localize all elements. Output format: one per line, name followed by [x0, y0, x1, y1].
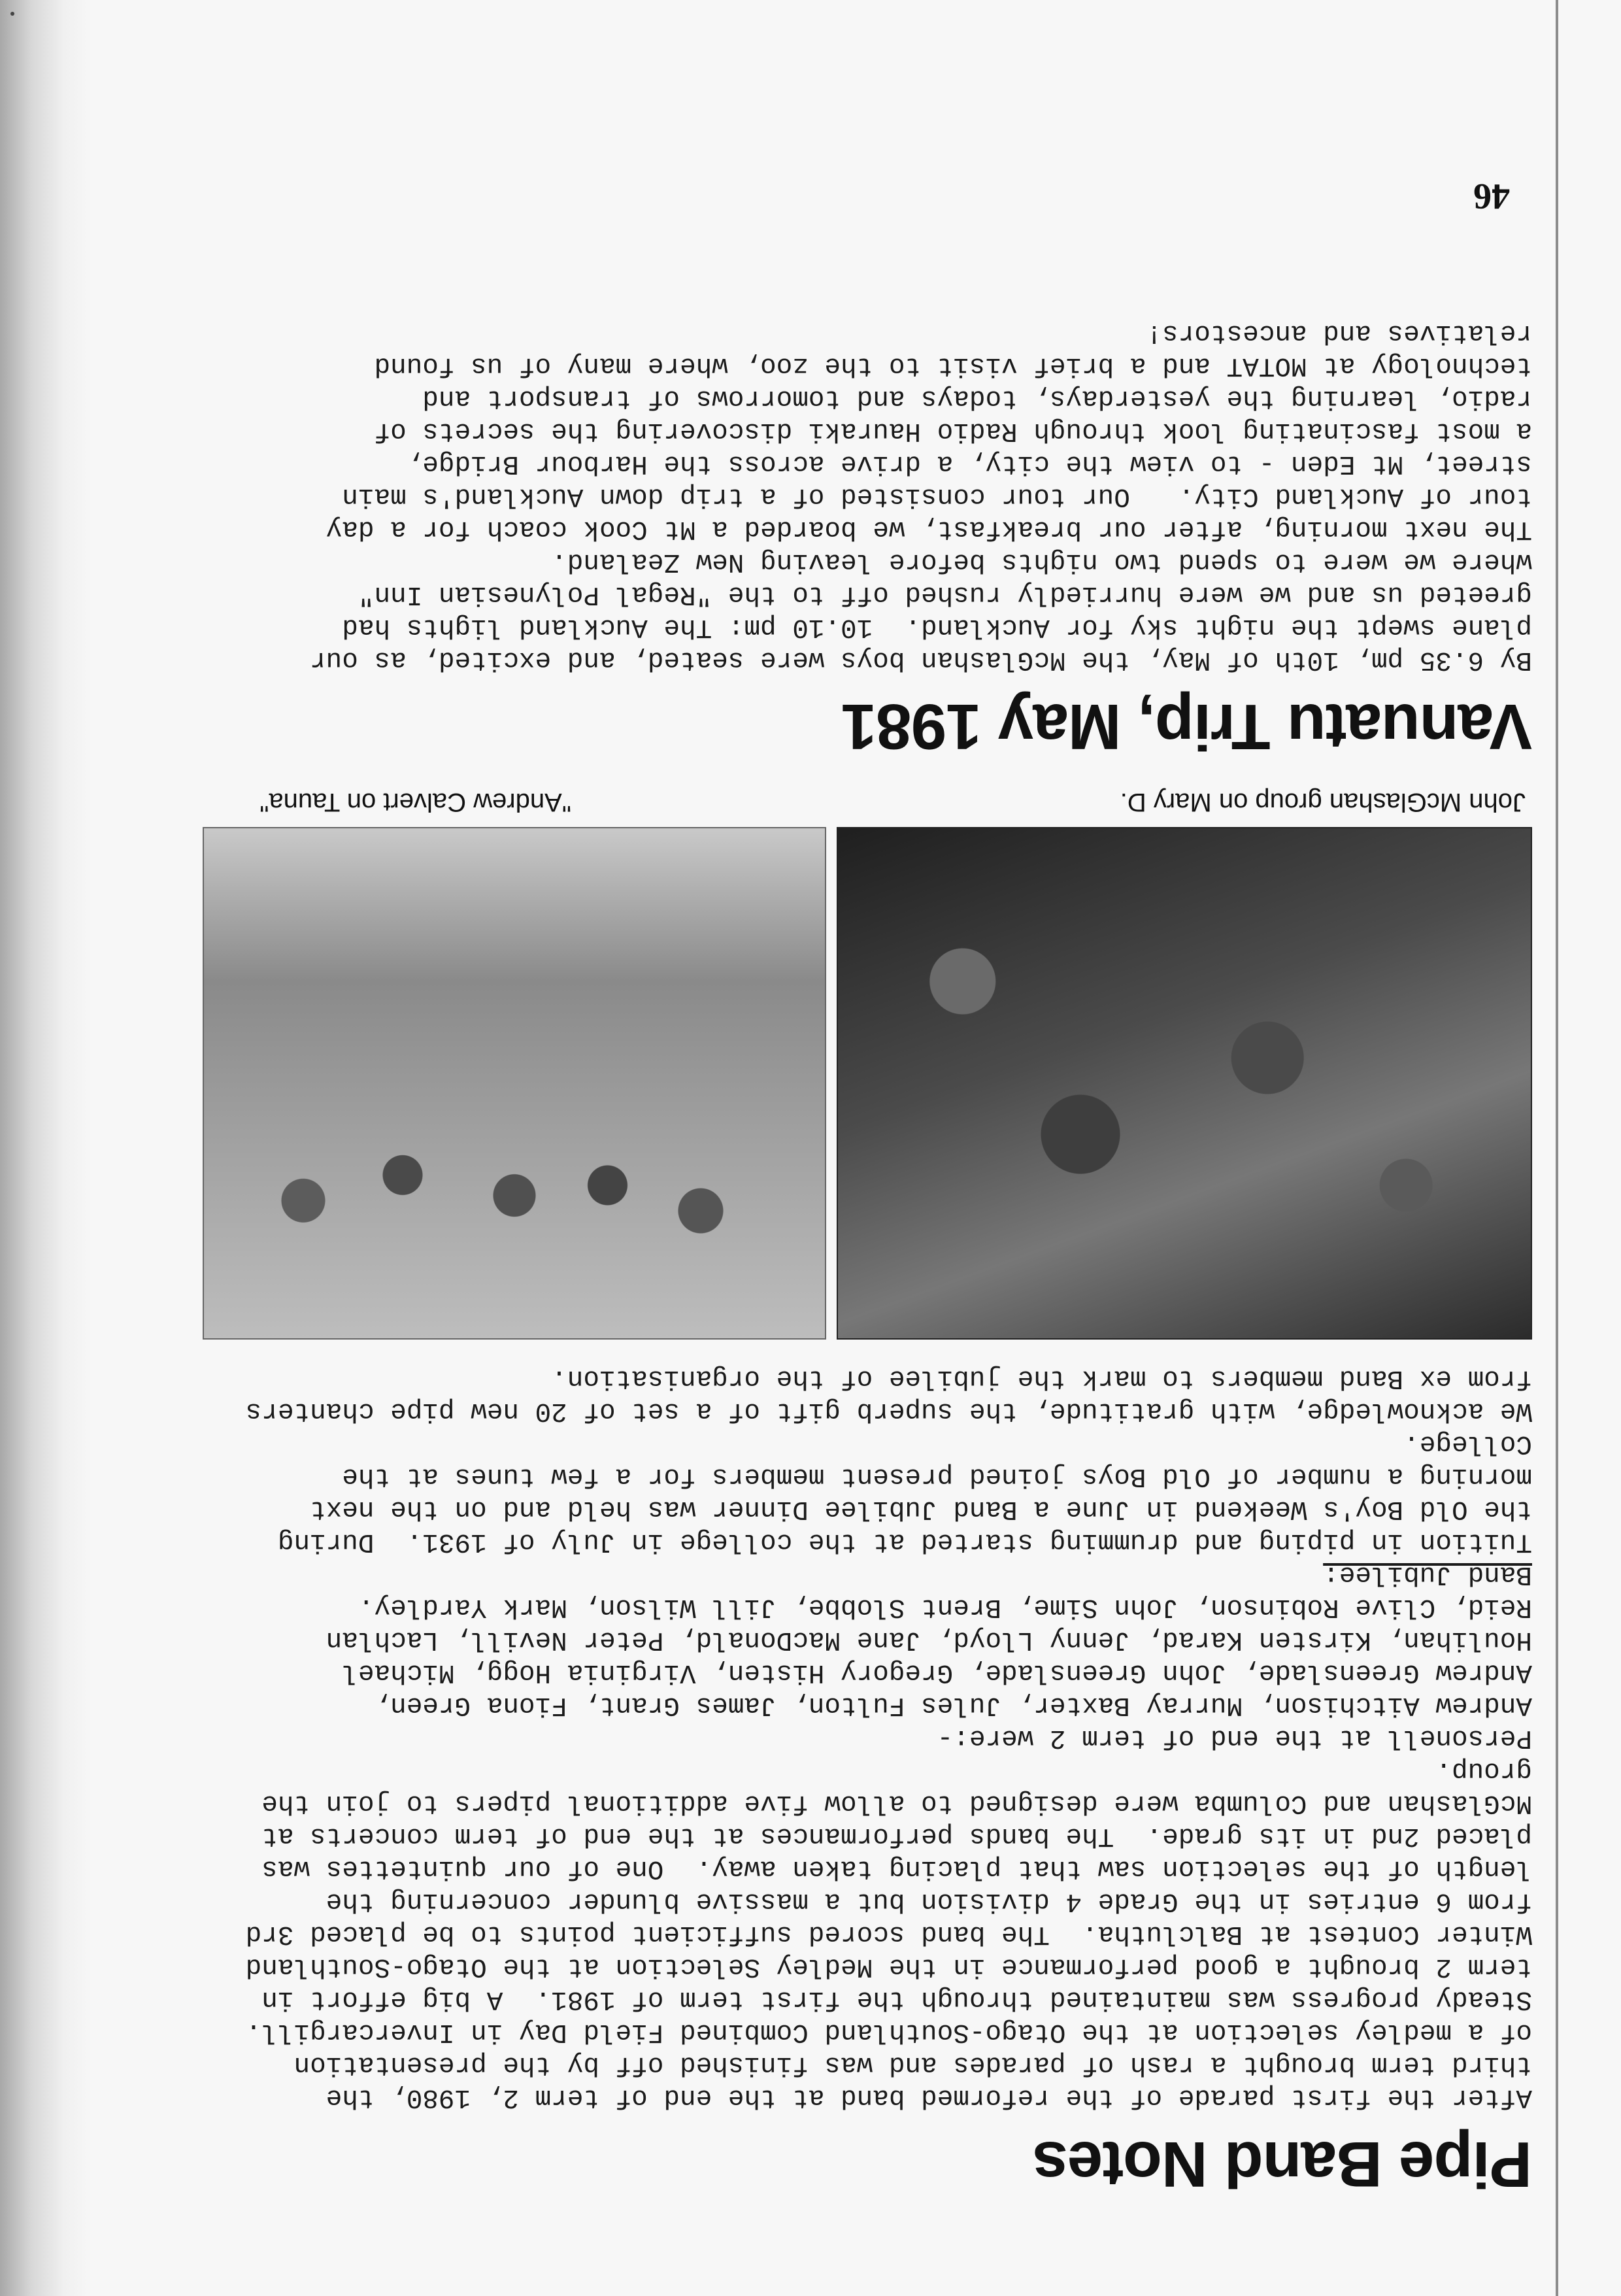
- jubilee-label: Band Jubilee:: [1323, 1559, 1532, 1590]
- vanuatu-title: Vanuatu Trip, May 1981: [841, 691, 1532, 764]
- caption-calvert-on-tauna: "Andrew Calvert on Tauna": [259, 788, 571, 817]
- personnel-paragraph: Personell at the end of term 2 were:- Andrew Aitchison, Murray Baxter, Jules Fulton, James Grant, Fiona Green, Andrew Greenslade, John Greenslade, Gregory Histen, Virginia Hogg, Michael Houlihan, Kirsten Karad, Jenny Lloyd, Jane MacDonald, Peter Nevill, Lachlan Reid, Clive Robinson, John Sime, Brent Slobbe, Jill Wilson, Mark Yardley.: [326, 1592, 1532, 1753]
- vanuatu-paragraph-2: The next morning, after our breakfast, we boarded a Mt Cook coach for a day tour of Auckland City. Our tour consisted of a trip down Auckland's main street, Mt Eden - to view the city, a drive across the Harbour Bridge, a most fascinating look through Radio Hauraki discovering the secrets of radio, learning the yesterdays, todays and tomorrows of transport and technology at MOTAT and a brief visit to the zoo, where many of us found relatives and ancestors!: [326, 318, 1532, 545]
- jubilee-paragraph: [205, 1427, 1532, 1591]
- text-column: [205, 316, 1532, 2201]
- photo-row: [205, 777, 1532, 1340]
- page-edge-line: [1556, 0, 1558, 2296]
- rotated-content: [92, 0, 1556, 2296]
- pipe-band-paragraph-2: Steady progress was maintained through the first term of 1981. A big effort in term 2 brought a good performance in the Medley Selection at the Otago-Southland Winter Contest at Balclutha. The band scored sufficient points to be placed 3rd from 6 entries in the Grade 4 division but a massive blunder concerning the length of the selection saw that placing taken away. One of our quintettes was placed 2nd in its grade. The bands performances at the end of term concerts at McGlashan and Columba were designed to allow five additional pipers to join the group.: [245, 1755, 1532, 2015]
- photo-calvert-on-tauna: [837, 827, 1532, 1340]
- vanuatu-paragraph-1: By 6.35 pm, 10th of May, the McGlashan boys were seated, and excited, as our plane swept the night sky for Auckland. 10.10 pm: The Auckland lights had greeted us and we were hurriedly rushed off to the "Regal Polynesian Inn" where we were to spend two nights before leaving New Zealand.: [310, 547, 1532, 675]
- photo-mcglashan-group: [203, 827, 826, 1340]
- binding-shadow: [0, 0, 92, 2296]
- chanters-paragraph: We acknowledge, with gratitude, the superb gift of a set of 20 new pipe chanters from ex Band members to mark the jubilee of the organisation.: [245, 1363, 1532, 1427]
- scan-speck: [10, 12, 14, 16]
- pipe-band-paragraph-1: After the first parade of the reformed band at the end of term 2, 1980, the third term brought a rash of parades and was finished off by the presentation of a medley selection at the Otago-Southland Combined Field Day in Invercargill.: [245, 2017, 1532, 2113]
- pipe-band-title: Pipe Band Notes: [1033, 2129, 1532, 2201]
- jubilee-text: Tuition in piping and drumming started at the college in July of 1931. During the Old Boy's Weekend in June a Band Jubilee Dinner was held and on the next morning a number of Old Boys joined present members for a few tunes at the College.: [277, 1428, 1532, 1557]
- page-number: 46: [1473, 176, 1510, 216]
- caption-mcglashan-group: John McGlashan group on Mary D.: [1120, 788, 1526, 817]
